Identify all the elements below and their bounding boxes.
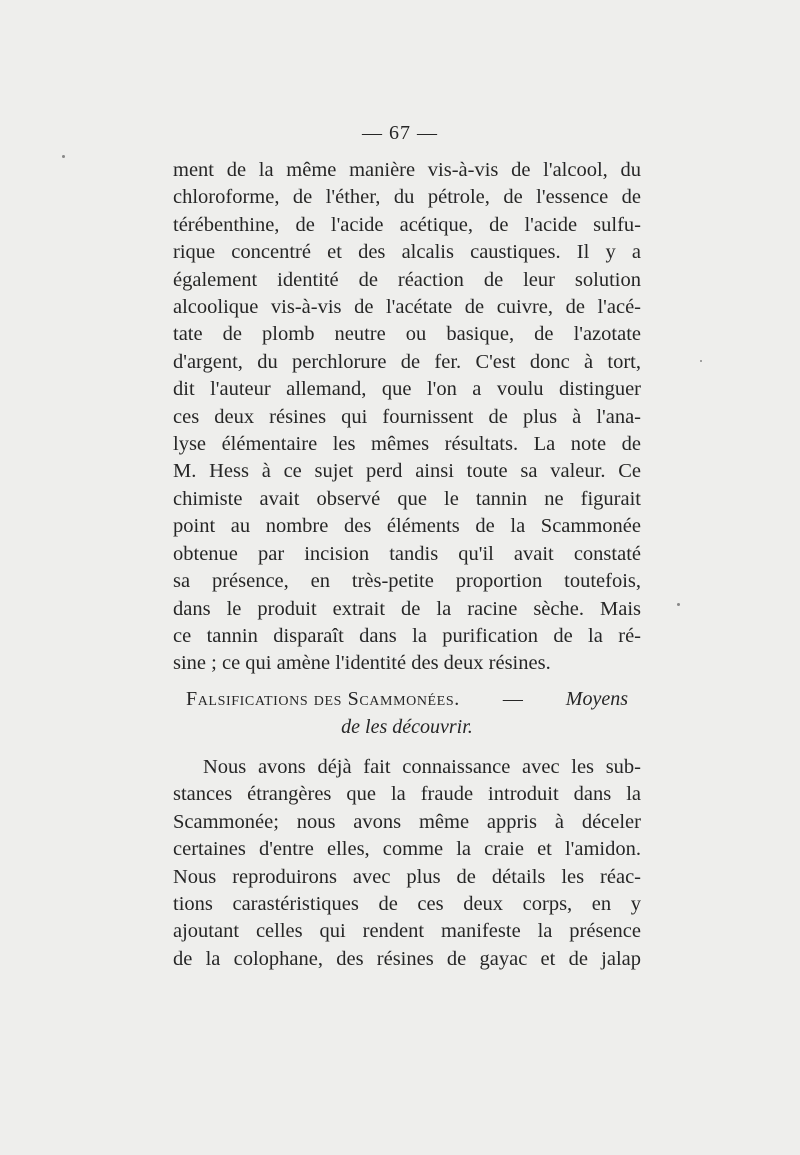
page-number: — 67 —: [362, 122, 438, 144]
text-line: tions carastéristiques de ces deux corps, en y: [173, 893, 641, 916]
text-line: chimiste avait observé que le tannin ne figurait: [173, 487, 641, 510]
text-line: obtenue par incision tandis qu'il avait constaté: [173, 542, 641, 565]
paper-speck: [700, 360, 702, 362]
text-line: également identité de réaction de leur solution: [173, 268, 641, 291]
text-line: ment de la même manière vis-à-vis de l'alcool, du: [173, 159, 641, 181]
heading-dash: —: [502, 688, 523, 710]
text-line: ce tannin disparaît dans la purification de la ré-: [173, 624, 641, 647]
text-line: alcoolique vis-à-vis de l'acétate de cuivre, de l'acé-: [173, 296, 641, 319]
text-line: térébenthine, de l'acide acétique, de l'acide sulfu-: [173, 213, 641, 236]
text-line: Scammonée; nous avons même appris à déceler: [173, 810, 641, 833]
text-line: d'argent, du perchlorure de fer. C'est donc à tort,: [173, 350, 641, 373]
text-line: lyse élémentaire les mêmes résultats. La note de: [173, 433, 641, 456]
text-line: M. Hess à ce sujet perd ainsi toute sa valeur. Ce: [173, 460, 641, 483]
text-line: dit l'auteur allemand, que l'on a voulu distinguer: [173, 378, 641, 401]
text-line: rique concentré et des alcalis caustiques. Il y a: [173, 241, 641, 264]
text-line: dans le produit extrait de la racine sèche. Mais: [173, 597, 641, 620]
text-line: sa présence, en très-petite proportion toutefois,: [173, 570, 641, 593]
heading-subtitle-start: Moyens: [565, 688, 628, 710]
paper-speck: [62, 155, 65, 158]
text-line: tate de plomb neutre ou basique, de l'azotate: [173, 323, 641, 346]
text-line: Nous avons déjà fait connaissance avec les sub-: [203, 756, 641, 778]
paper-speck: [677, 603, 680, 606]
text-line: ajoutant celles qui rendent manifeste la présence: [173, 920, 641, 943]
text-line: point au nombre des éléments de la Scammonée: [173, 515, 641, 538]
text-line: ces deux résines qui fournissent de plus à l'ana-: [173, 405, 641, 428]
text-line: chloroforme, de l'éther, du pétrole, de l'essence de: [173, 186, 641, 209]
heading-title: Falsifications des Scammonées.: [186, 688, 460, 710]
paragraph-1: [173, 157, 641, 678]
text-line: certaines d'entre elles, comme la craie et l'amidon.: [173, 838, 641, 861]
text-line: de la colophane, des résines de gayac et de jalap: [173, 947, 641, 970]
heading-subtitle-end: de les découvrir.: [341, 716, 473, 738]
text-line: stances étrangères que la fraude introduit dans la: [173, 783, 641, 806]
paragraph-2: [173, 754, 641, 973]
text-line: sine ; ce qui amène l'identité des deux résines.: [173, 652, 551, 675]
text-line: Nous reproduirons avec plus de détails les réac-: [173, 865, 641, 888]
section-heading: [186, 685, 628, 741]
